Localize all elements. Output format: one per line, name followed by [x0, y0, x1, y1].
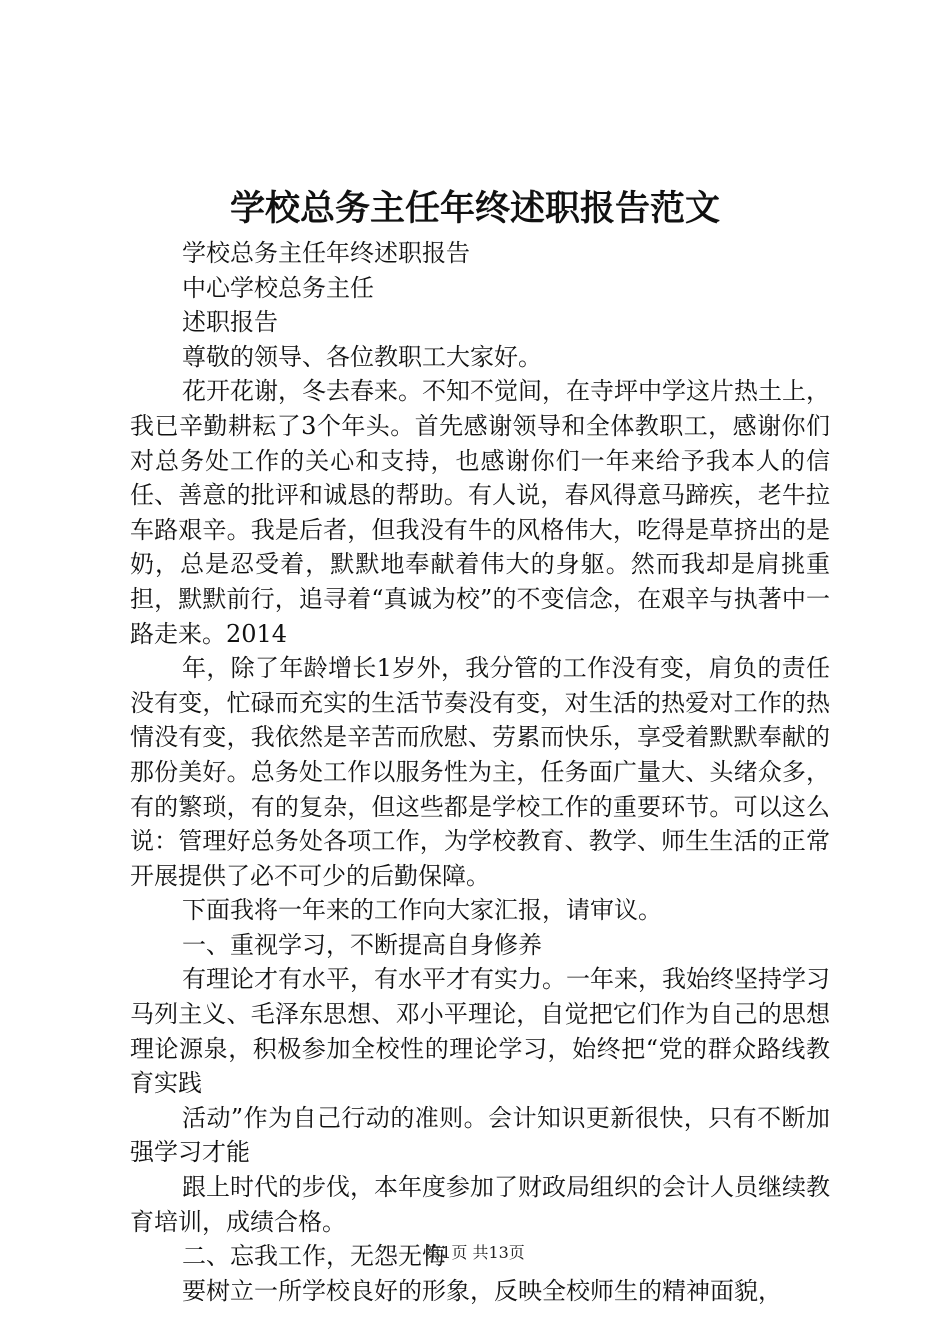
page-footer: 第1页 共13页 [425, 1243, 525, 1262]
document-title: 学校总务主任年终述职报告范文 [229, 188, 720, 229]
document-body [130, 236, 830, 1308]
paragraph: 中心学校总务主任 [182, 273, 374, 302]
paragraph: 要树立一所学校良好的形象，反映全校师生的精神面貌， [182, 1276, 782, 1305]
paragraph: 学校总务主任年终述职报告 [182, 239, 470, 267]
section-heading: 一、重视学习，不断提高自身修养 [182, 930, 542, 959]
paragraph: 述职报告 [182, 308, 278, 337]
paragraph: 尊敬的领导、各位教职工大家好。 [182, 342, 542, 371]
paragraph: 花开花谢，冬去春来。不知不觉间，在寺坪中学这片热土上，我已辛勤耕耘了3个年头。首先感谢领导和全体教职工，感谢你们对总务处工作的关心和支持，也感谢你们一年来给予我本人的信任、善意的批评和诚恳的帮助。有人说，春风得意马蹄疾，老牛拉车路艰辛。我是后者，但我没有牛的风格伟大，吃得是草挤出的是奶，总是忍受着，默默地奉献着伟大的身躯。然而我却是肩挑重担，默默前行，追寻着“真诚为校”的不变信念，在艰辛与执著中一路走来。2014 [130, 377, 830, 648]
section-heading: 二、忘我工作，无怨无悔 [182, 1242, 446, 1271]
paragraph: 活动”作为自己行动的准则。会计知识更新很快，只有不断加强学习才能 [130, 1103, 830, 1167]
paragraph: 下面我将一年来的工作向大家汇报，请审议。 [182, 896, 662, 925]
paragraph: 跟上时代的步伐，本年度参加了财政局组织的会计人员继续教育培训，成绩合格。 [130, 1173, 830, 1236]
paragraph: 有理论才有水平，有水平才有实力。一年来，我始终坚持学习马列主义、毛泽东思想、邓小平理论，自觉把它们作为自己的思想理论源泉，积极参加全校性的理论学习，始终把“党的群众路线教育实践 [130, 965, 830, 1098]
paragraph: 年，除了年龄增长1岁外，我分管的工作没有变，肩负的责任没有变，忙碌而充实的生活节奏没有变，对生活的热爱对工作的热情没有变，我依然是辛苦而欣慰、劳累而快乐，享受着默默奉献的那份美好。总务处工作以服务性为主，任务面广量大、头绪众多，有的繁琐，有的复杂，但这些都是学校工作的重要环节。可以这么说：管理好总务处各项工作，为学校教育、教学、师生生活的正常开展提供了必不可少的后勤保障。 [130, 654, 830, 890]
